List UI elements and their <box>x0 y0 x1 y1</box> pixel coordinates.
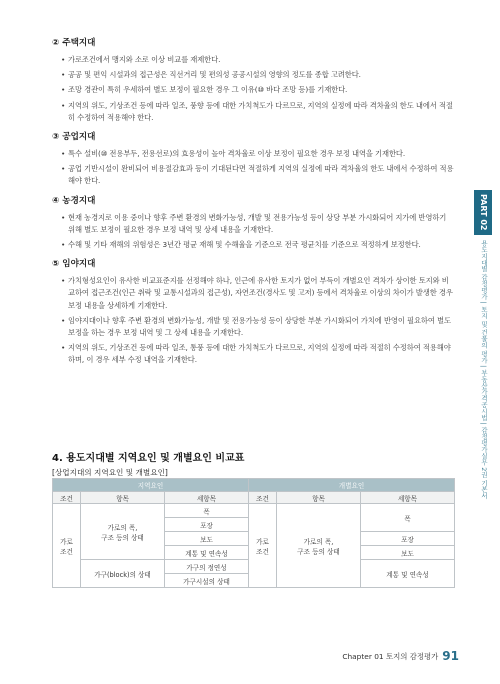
bullet-item: • 지역의 위도, 기상조건 등에 따라 일조, 통풍 등에 대한 가치척도가 다르므로, 지역의 실정에 따라 적절히 수정하여 적용해야 하며, 이 경우 세부 수정 내역을 기재한다. <box>52 342 454 366</box>
group-header-regional: 지역요인 <box>53 479 249 492</box>
table-cell: 가구의 정연성 <box>165 560 249 574</box>
chapter-label: Chapter 01 토지의 감정평가 <box>342 652 439 661</box>
table-heading: 4. 용도지대별 지역요인 및 개별요인 비교표 <box>52 453 245 464</box>
column-header: 항목 <box>277 492 361 504</box>
column-header: 세항목 <box>165 492 249 504</box>
column-header: 세항목 <box>361 492 455 504</box>
side-running-title: 용도지대별 감정평가 | 토지 및 건물의 평가 | 부동산가격공시법 | 감정평가실무 2권 기본서 <box>480 240 488 499</box>
factor-comparison-table <box>52 478 455 588</box>
section-title: ② 주택지대 <box>52 38 96 48</box>
table-caption: [상업지대의 지역요인 및 개별요인] <box>52 468 168 477</box>
table-cell: 보도 <box>361 546 455 560</box>
table-cell: 포장 <box>165 518 249 532</box>
table-cell: 가로 조건 <box>53 504 81 588</box>
column-header: 조건 <box>53 492 81 504</box>
table-cell: 가구시설의 상태 <box>165 574 249 588</box>
body-text <box>52 38 454 370</box>
bullet-item: • 공공 및 편익 시설과의 접근성은 직선거리 및 편의성 공공시설의 영향의 정도를 종합 고려한다. <box>52 69 454 81</box>
bullet-item: • 특수 설비(⑩ 전용부두, 전용선로)의 효용성이 높아 격차율로 이상 보정이 필요한 경우 보정 내역을 기재한다. <box>52 148 454 160</box>
section-industrial <box>52 132 454 188</box>
section-title: ③ 공업지대 <box>52 132 96 143</box>
bullet-item: • 공업 기반시설이 완비되어 비용절감효과 등이 기대된다면 적절하게 지역의 실정에 따라 격차율의 한도 내에서 수정하여 적용해야 한다. <box>52 163 454 187</box>
column-header: 항목 <box>81 492 165 504</box>
bullet-item: • 조망 경관이 특히 우세하여 별도 보정이 필요한 경우 그 이유(⑩ 바다 조망 등)를 기재한다. <box>52 84 454 96</box>
table-cell: 가로의 폭, 구조 등의 상태 <box>277 504 361 588</box>
bullet-item: • 임야지대이나 향후 주변 환경의 변화가능성, 개발 및 전용가능성 등이 상당한 부분 가시화되어 가치에 반영이 필요하여 별도 보정을 하는 경우 보정 내역 및 그 상세 내용을 기재한다. <box>52 315 454 339</box>
column-header: 조건 <box>249 492 277 504</box>
table-cell: 가로 조건 <box>249 504 277 588</box>
bullet-item: • 가로조건에서 맹지와 소로 이상 비교를 재제한다. <box>52 54 454 66</box>
page-footer <box>342 649 459 663</box>
section-forest <box>52 259 454 366</box>
section-housing <box>52 38 454 124</box>
table-cell: 계통 및 연속성 <box>165 546 249 560</box>
bullet-item: • 수해 및 기타 재해의 위험성은 3년간 평균 재해 및 수해율을 기준으로 전국 평균치를 기준으로 적정하게 보정한다. <box>52 239 454 251</box>
table-cell: 폭 <box>361 504 455 532</box>
section-title: ⑤ 임야지대 <box>52 259 96 270</box>
page-number: 91 <box>442 649 459 663</box>
section-title: ④ 농경지대 <box>52 195 96 206</box>
part-tab: PART 02 <box>474 190 492 235</box>
group-header-individual: 개별요인 <box>249 479 455 492</box>
section-farmland <box>52 196 454 252</box>
bullet-item: • 가치형성요인이 유사한 비교표준지를 선정해야 하나, 인근에 유사한 토지가 없어 부득이 개별요인 격차가 상이한 토지와 비교하여 접근조건(인근 취락 및 교통시설과의 접근성), 자연조건(경사도 및 고저) 등에서 격차율로 이상의 차이가 발생한 경우 보정 내용을 상세하게 기재한다. <box>52 275 454 312</box>
table-cell: 계통 및 연속성 <box>361 560 455 588</box>
bullet-item: • 지역의 위도, 기상조건 등에 따라 일조, 풍향 등에 대한 가치척도가 다르므로, 지역의 실정에 따라 격차율의 한도 내에서 적절히 수정하여 적용해야 한다. <box>52 100 454 124</box>
bullet-item: • 현재 농경지로 이용 중이나 향후 주변 환경의 변화가능성, 개발 및 전용가능성 등이 상당 부분 가시화되어 지가에 반영하기 위해 별도 보정이 필요한 경우 보정 내역 및 상세 내용을 기재한다. <box>52 212 454 236</box>
table-cell: 폭 <box>165 504 249 518</box>
table-cell: 가구(block)의 상태 <box>81 560 165 588</box>
table-cell: 포장 <box>361 532 455 546</box>
table-cell: 보도 <box>165 532 249 546</box>
table-cell: 가로의 폭, 구조 등의 상태 <box>81 504 165 560</box>
